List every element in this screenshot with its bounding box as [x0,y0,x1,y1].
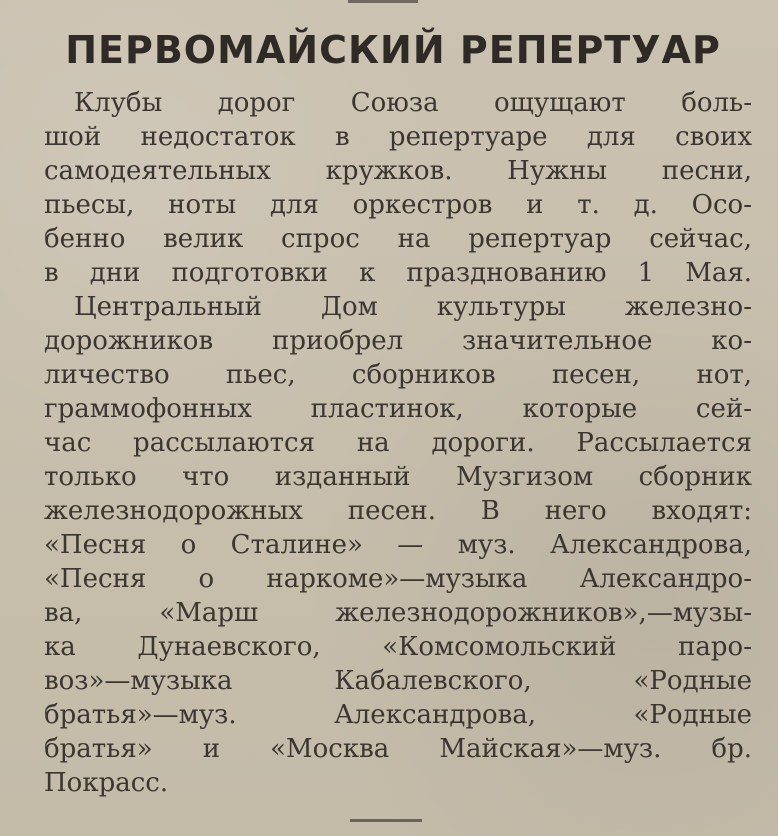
article-line: «Песня о наркоме»—музыка Александро- [44,564,752,594]
article-title: ПЕРВОМАЙСКИЙ РЕПЕРТУАР [65,28,721,72]
article-line: Покрасс. [44,768,169,798]
article-line: граммофонных пластинок, которые сей- [44,394,752,424]
article-line: ва, «Марш железнодорожников»,—музы- [44,598,752,628]
article-line: Центральный Дом культуры железно- [74,292,752,322]
article-line: только что изданный Музгизом сборник [44,462,752,492]
article-line: бенно велик спрос на репертуар сейчас, [44,224,752,254]
article-line: «Песня о Сталине» — муз. Александрова, [44,530,752,560]
top-rule-divider [348,0,418,3]
article-line: личество пьес, сборников песен, нот, [44,360,752,390]
article-line: дорожников приобрел значительное ко- [44,326,752,356]
article-line: шой недостаток в репертуаре для своих [44,122,752,152]
article-line: воз»—музыка Кабалевского, «Родные [44,666,752,696]
article-line: братья» и «Москва Майская»—муз. бр. [44,734,752,764]
article-line: ка Дунаевского, «Комсомольский паро- [44,632,752,662]
article-line: самодеятельных кружков. Нужны песни, [44,156,752,186]
article-line: братья»—муз. Александрова, «Родные [44,700,752,730]
article-line: Клубы дорог Союза ощущают боль- [74,88,752,118]
article-line: в дни подготовки к празднованию 1 Мая. [44,258,752,288]
article-line: час рассылаются на дороги. Рассылается [44,428,752,458]
article-line: железнодорожных песен. В него входят: [44,496,752,526]
article-line: пьесы, ноты для оркестров и т. д. Осо- [44,190,752,220]
article-body [44,86,752,800]
bottom-rule-divider [350,819,422,822]
